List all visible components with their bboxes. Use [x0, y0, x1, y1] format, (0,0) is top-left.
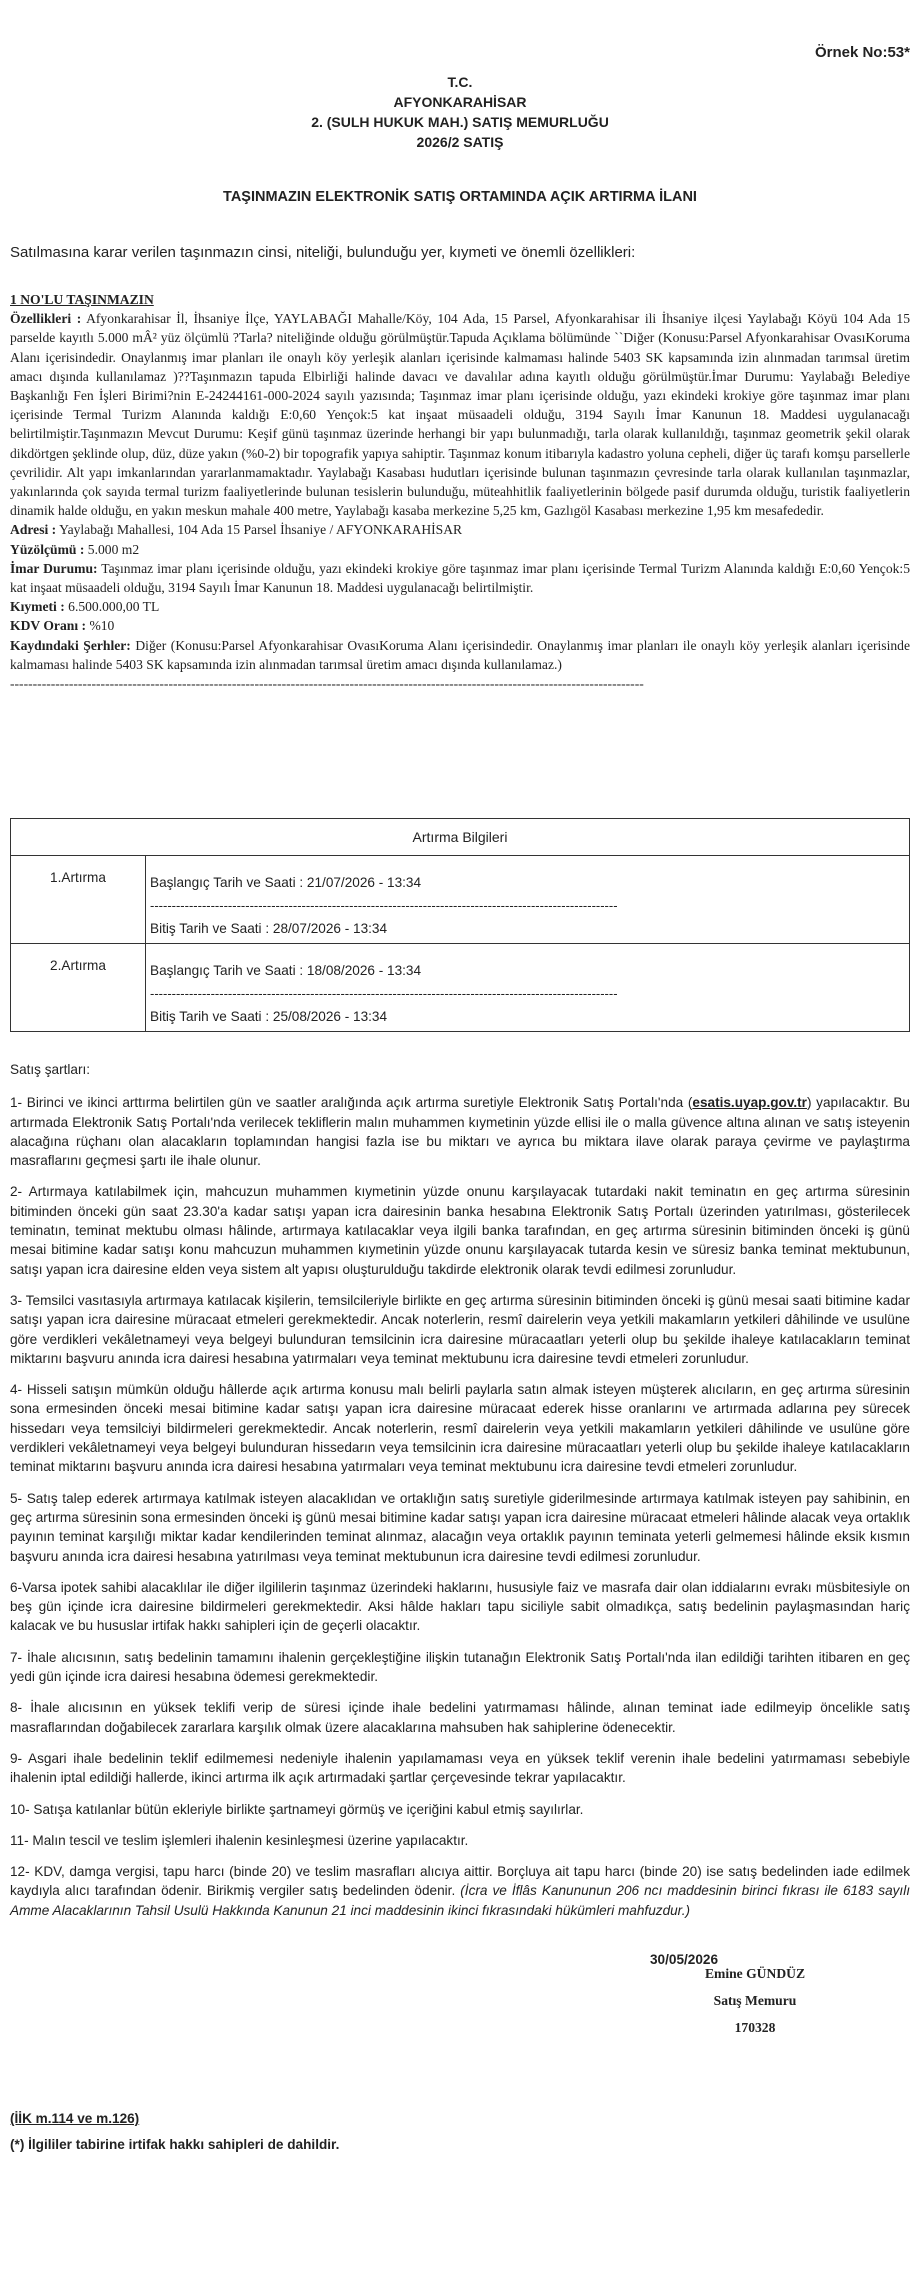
header-city: AFYONKARAHİSAR — [393, 94, 527, 110]
footnote: (*) İlgililer tabirine irtifak hakkı sahipleri de dahildir. — [10, 2137, 340, 2152]
property-area — [10, 540, 910, 559]
area-text: 5.000 m2 — [87, 541, 140, 557]
condition-5: 5- Satış talep ederek artırmaya katılmak isteyen alacaklıdan ve ortaklığın satış suretiyle giderilmesinde artırmaya katılmak isteyen pay sahibinin, en geç artırma süresinin sona ermesinden önceki iş günü mesai bitimine kadar satışı yapan icra dairesine müracaat etmeleri hâlinde alacak veya ortaklık payının teminat karşılığı miktar kadar kendilerinden teminat alınmaz, alacağın veya ortaklık payının teminata yeterli gelmemesi hâlinde eksik kısmın başvuru anında icra dairesi hesabına yatırılması veya teminat mektubunun icra dairesine tevdi edilmesi zorunludur. — [10, 1490, 910, 1564]
header-tc: T.C. — [447, 74, 473, 90]
condition-6: 6-Varsa ipotek sahibi alacaklılar ile diğer ilgililerin taşınmaz üzerindeki haklarını, hususiyle faiz ve masrafa dair olan iddialarını evrakı müsbitesiyle on beş gün içinde icra dairesine bildirmeleri gerekmektedir. Aksi hâlde hakları tapu siciliyle sabit olmadıkça, satış bedelinin paylaşmasından hariç kalacak ve bu hususlar irtifak hakkı sahipleri için de geçerli olacaktır. — [10, 1579, 910, 1634]
condition-1-pre: 1- Birinci ve ikinci arttırma belirtilen gün ve saatler aralığında açık artırma suretiyle Elektronik Satış Portalı'nda ( — [10, 1095, 693, 1111]
condition-4: 4- Hisseli satışın mümkün olduğu hâllerde açık artırma konusu malı belirli paylarla satın almak isteyen müşterek alıcıların, en geç artırma süresinin sona ermesinden önceki mesai bitimine kadar satışı yapan icra dairesine müracaat ederek hisse oranlarını ve artırmada adlarına pey sürecek hissedarı veya temsilciyi bildirmeleri gerekmektedir. Ancak noterlerin, resmî dairelerin veya yetkili makamların yetkileri dâhilinde ve usulüne göre verdikleri vekâletnameyi veya belgeyi bulunduran hissedarın veya temsilcinin icra dairesine müracaatları yeterli olup bu şekilde ihaleye katılacakların teminat miktarını başvuru anında icra dairesi hesabına yatırmaları veya teminat mektubunu icra dairesine tevdi etmeleri zorunludur. — [10, 1382, 910, 1475]
condition-10: 10- Satışa katılanlar bütün ekleriyle birlikte şartnameyi görmüş ve içeriğini kabul etmiş sayılırlar. — [10, 1801, 584, 1817]
signature-block — [650, 1952, 840, 2041]
intro-text: Satılmasına karar verilen taşınmazın cinsi, niteliği, bulunduğu yer, kıymeti ve önemli özellikleri: — [10, 244, 636, 261]
property-vat — [10, 616, 910, 635]
esatis-link[interactable]: esatis.uyap.gov.tr — [692, 1095, 807, 1111]
separator-line: -------------------------------------------------------------------------------------------------------------------------------------------- — [10, 676, 644, 692]
signer-title: Satış Memuru — [713, 1993, 797, 2008]
zoning-text: Taşınmaz imar planı içerisinde olduğu, yazı ekindeki krokiye göre taşınmaz imar planı içerisinde Termal Turizm Alanında kaldığı E:0,60 Yençok:5 kat inşaat müsaadeli olduğu, 3194 Sayılı İmar Kanunun 18. Maddesi uygulanacağı belirtilmiştir. — [10, 560, 910, 596]
condition-2: 2- Artırmaya katılabilmek için, mahcuzun muhammen kıymetinin yüzde onunu karşılayacak tutardaki nakit teminatın en geç artırma süresinin bitiminden önceki gün saat 23.30'a kadar satışı yapan icra dairesinin banka hesabına Elektronik Satış Portalı üzerinden yatırılması, gösterilecek teminatın, teminat mektubu olması hâlinde, artırmaya katılacaklar veya ilgili banka tarafından, en geç artırma süresinin bitiminden önceki iş günü mesai bitimine kadar satışı konu mahcuzun muhammen kıymetinin yüzde onunu karşılayacak tutarda kesin ve süresiz banka teminat mektubunun, satışı yapan icra dairesine elden veya sistem alt yapısı oluşturulduğu takdirde elektronik olarak tevdi edilmesi zorunludur. — [10, 1184, 910, 1277]
condition-12 — [10, 1862, 910, 1920]
signature-date: 30/05/2026 — [650, 1952, 719, 1967]
vat-label: KDV Oranı : — [10, 618, 87, 634]
signer-number: 170328 — [734, 2020, 776, 2035]
auction-dates — [146, 944, 910, 1032]
sale-conditions — [10, 1060, 910, 1932]
condition-12-italic: (İcra ve İflâs Kanununun 206 ncı maddesinin birinci fıkrası ile 6183 sayılı Amme Alacaklarının Tahsil Usulü Hakkında Kanunun 21 inci maddesinin ikinci fıkrasındaki hükümleri mahfuzdur.) — [10, 1883, 910, 1918]
auction-divider: ------------------------------------------------------------------------------------------------------------ — [150, 986, 618, 1001]
header-office: 2. (SULH HUKUK MAH.) SATIŞ MEMURLUĞU — [311, 114, 609, 130]
ornek-number: Örnek No:53* — [814, 44, 910, 61]
vat-text: %10 — [89, 618, 115, 634]
address-text: Yaylabağı Mahallesi, 104 Ada 15 Parsel İhsaniye / AFYONKARAHİSAR — [59, 522, 463, 538]
condition-9: 9- Asgari ihale bedelinin teklif edilmemesi nedeniyle ihalenin yapılamaması veya en yüksek teklif verenin ihale bedelini yatırmaması sebebiyle ihalenin iptal edildiği hallerde, ikinci artırma ilk açık artırmadaki şartlar çerçevesinde tekrar yapılacaktır. — [10, 1750, 910, 1786]
value-text: 6.500.000,00 TL — [68, 599, 160, 615]
announcement-title: TAŞINMAZIN ELEKTRONİK SATIŞ ORTAMINDA AÇIK ARTIRMA İLANI — [223, 189, 697, 205]
value-label: Kıymeti : — [10, 599, 65, 615]
auction-table — [10, 818, 910, 1032]
condition-1 — [10, 1093, 910, 1170]
auction-table-header: Artırma Bilgileri — [11, 819, 910, 856]
zoning-label: İmar Durumu: — [10, 560, 98, 576]
auction-end: Bitiş Tarih ve Saati : 28/07/2026 - 13:34 — [150, 921, 388, 936]
auction-row — [11, 944, 910, 1032]
legal-reference: (İİK m.114 ve m.126) — [10, 2111, 140, 2126]
condition-11: 11- Malın tescil ve teslim işlemleri ihalenin kesinleşmesi üzerine yapılacaktır. — [10, 1832, 469, 1848]
footer — [10, 2106, 339, 2158]
area-label: Yüzölçümü : — [10, 541, 85, 557]
condition-12-text: 12- KDV, damga vergisi, tapu harcı (binde 20) ve teslim masrafları alıcıya aittir. Borçluya ait tapu harcı (binde 20) ise satış bedelinden iade edilmek kaydıyla alıcı tarafından ödenir. Birikmiş vergiler satış bedelinden ödenir. — [10, 1864, 910, 1899]
auction-name: 1.Artırma — [11, 856, 146, 944]
features-label: Özellikleri : — [10, 311, 82, 327]
document-header — [10, 72, 910, 152]
property-heading: 1 NO'LU TAŞINMAZIN — [10, 292, 154, 307]
annotations-text: Diğer (Konusu:Parsel Afyonkarahisar OvasıKoruma Alanı içerisindedir. Onaylanmış imar planları ile onaylı köy yerleşik alanları içerisinde kalmaması halinde 5403 SK kapsamında izin alınmadan tarımsal üretim amacı dışında kullanılamaz.) — [10, 637, 910, 672]
features-text: Afyonkarahisar İl, İhsaniye İlçe, YAYLABAĞI Mahalle/Köy, 104 Ada, 15 Parsel, Afyonkarahisar ili İhsaniye ilçesi Yaylabağı Köyü 104 Ada 15 parselde kayıtlı 5.000 mÂ² yüz ölçümlü ?Tarla? niteliğinde olduğu görülmüştür.Tapuda Açıklama bölümünde ``Diğer (Konusu:Parsel Afyonkarahisar OvasıKoruma Alanı içerisindedir. Onaylanmış imar planları ile onaylı köy yerleşik alanları içerisinde kalmaması halinde 5403 SK kapsamında izin alınmadan tarımsal üretim amacı dışında kullanılamaz )??Taşınmazın tapuda Elbirliği halinde davacı ve davalılar adına kayıtlı olduğu görülmüştür.İmar Durumu: Yaylabağı Belediye Başkanlığı Fen İşleri Birimi?nin E-24244161-000-2024 sayılı yazısında; Taşınmaz imar planı içerisinde olduğu, yazı ekindeki krokiye göre taşınmaz imar planı içerisinde Termal Turizm Alanında kaldığı E:0,60 Yençok:5 kat inşaat müsaadeli olduğu, 3194 Sayılı İmar Kanunun 18. Maddesi uygulanacağı belirtilmiştir.Taşınmazın Mevcut Durumu: Keşif günü taşınmaz üzerinde herhangi bir yapı bulunmadığı, tarla olarak kullanıldığı, taşınmaz geometrik şekil olarak dikdörtgen şeklinde olup, düz, düze yakın (%0-2) bir topografik yapıya sahiptir. Taşınmaz konum itibarıyla kadastro yoluna cepheli, diğer üç tarafı komşu parsellerle çevrilidir. Alt yapı imkanlarından yararlanmamaktadır. Yaylabağı Kasabası hudutları içerisinde bulunan taşınmazın çevresinde tarla olarak kullanılan taşınmazlar, yakınlarında çok sayıda termal turizm faaliyetlerinde bulunan tesislerin bulunduğu, müteahhitlik faaliyetlerinin bölgede pasif durumda olduğu, turistik faaliyetlerin dinamik halde olduğu, en yakın meskun mahale 400 metre, Yaylabağı kasaba merkezine 5,25 km, Gazlıgöl Kasabası merkezine 1,95 km mesafededir. — [10, 311, 910, 519]
property-address — [10, 520, 910, 539]
property-annotations — [10, 636, 910, 674]
address-label: Adresi : — [10, 522, 57, 538]
condition-3: 3- Temsilci vasıtasıyla artırmaya katılacak kişilerin, temsilcileriyle birlikte en geç artırma süresinin bitiminden önceki iş günü mesai saati bitimine kadar satışı yapan icra dairesine müracaat etmeleri gerekmektedir. Ancak noterlerin, resmî dairelerin veya yetkili makamların yetkileri dâhilinde ve usulüne göre verdikleri vekâletnameyi veya belgeyi bulunduran temsilcinin icra dairesine müracaatları yeterli olup bu şekilde ihaleye katılacakların teminat miktarını başvuru anında icra dairesi hesabına yatırmaları veya teminat mektubunu icra dairesine tevdi etmeleri zorunludur. — [10, 1292, 910, 1366]
property-value — [10, 597, 910, 616]
property-zoning — [10, 559, 910, 597]
condition-7: 7- İhale alıcısının, satış bedelinin tamamını ihalenin gerçekleştiğine ilişkin tutanağın Elektronik Satış Portalı'nda ilan edildiği tarihten itibaren en geç yedi gün içinde icra dairesi hesabına ödemesi gerekmektedir. — [10, 1649, 910, 1685]
condition-8: 8- İhale alıcısının en yüksek teklifi verip de süresi içinde ihale bedelini yatırmaması hâlinde, alınan teminat iade edilmeyip öncelikle satış masraflarından doğabilecek zararlara karşılık olmak üzere alacaklarına mahsuben hak sahiplerine ödenecektir. — [10, 1700, 910, 1735]
condition-1-post: ) yapılacaktır. Bu artırmada Elektronik Satış Portalı'nda verilecek tekliflerin malın muhammen kıymetinin yüzde ellisi ile o malla güvence altına alınan ve satış isteyenin alacağına rüçhanı olan alacakların toplamından hangisi fazla ise bu miktarı ve ayrıca bu miktara ilave olarak paraya çevirme ve paylaştırma masraflarını geçmesi şartı ile ihale olunur. — [10, 1095, 910, 1169]
auction-divider: ------------------------------------------------------------------------------------------------------------ — [150, 898, 618, 913]
auction-row — [11, 856, 910, 944]
conditions-label: Satış şartları: — [10, 1062, 91, 1077]
property-section — [10, 290, 910, 693]
auction-name: 2.Artırma — [11, 944, 146, 1032]
auction-start: Başlangıç Tarih ve Saati : 18/08/2026 - 13:34 — [150, 963, 422, 978]
header-sale-number: 2026/2 SATIŞ — [416, 134, 504, 150]
auction-start: Başlangıç Tarih ve Saati : 21/07/2026 - 13:34 — [150, 875, 422, 890]
auction-dates — [146, 856, 910, 944]
annotations-label: Kaydındaki Şerhler: — [10, 637, 131, 653]
auction-end: Bitiş Tarih ve Saati : 25/08/2026 - 13:34 — [150, 1009, 388, 1024]
property-features — [10, 309, 910, 520]
signer-name: Emine GÜNDÜZ — [704, 1966, 806, 1981]
